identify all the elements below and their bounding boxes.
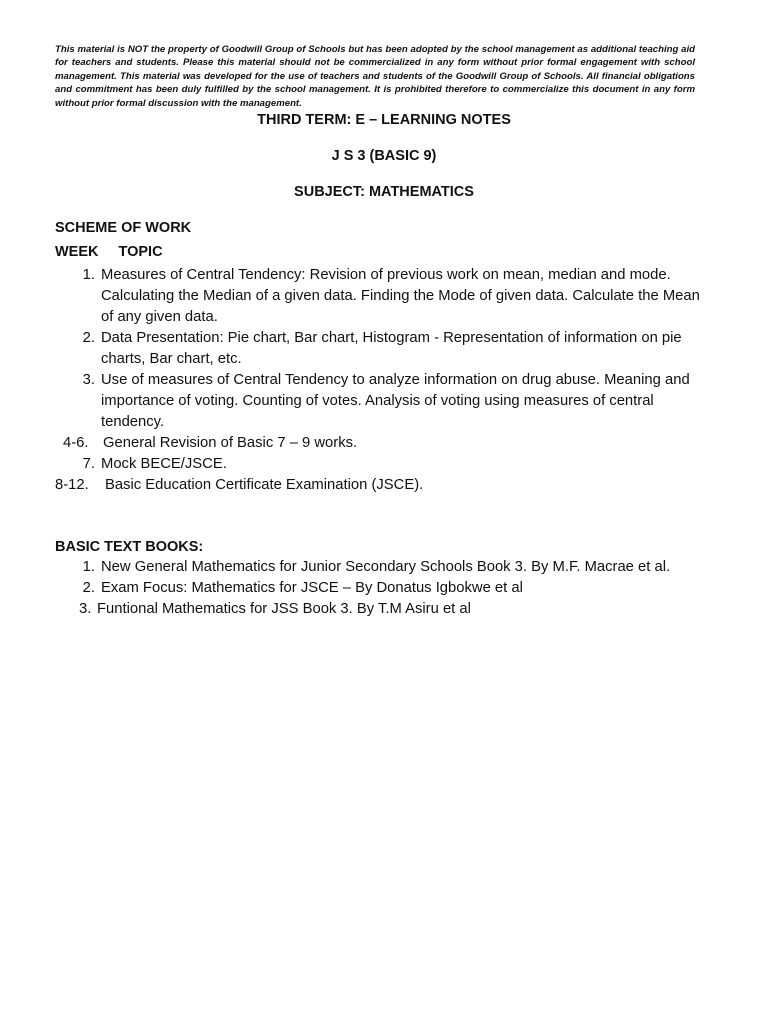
list-item-number: 4-6. [63,435,89,451]
list-item-number: 1. [82,559,95,575]
document-title: THIRD TERM: E – LEARNING NOTES [257,112,511,128]
list-item-number: 3. [82,372,95,388]
scheme-of-work-heading: SCHEME OF WORK [55,220,192,236]
list-item-number: 1. [82,267,95,283]
list-item-number: 7. [82,456,95,472]
list-item [55,599,705,620]
scheme-column-headers [55,244,163,260]
list-item [55,578,705,599]
list-item-text: General Revision of Basic 7 – 9 works. [103,435,358,451]
list-item-number: 2. [82,580,95,596]
list-item-text: Data Presentation: Pie chart, Bar chart, Histogram - Representation of information on pie charts, Bar chart, etc. [101,330,682,367]
list-item-text: Measures of Central Tendency: Revision of previous work on mean, median and mode. Calculating the Median of a given data. Finding the Mode of given data. Calculate the Mean of any given data. [101,267,700,325]
scheme-list [55,265,705,496]
list-item [55,328,705,370]
disclaimer-text: This material is NOT the property of Goodwill Group of Schools but has been adopted by the school management as additional teaching aid for teachers and students. Please this material should not be commercialized in any form without prior formal engagement with school management. This material was developed for the use of teachers and students of the Goodwill Group of Schools. All financial obligations and commitment has been duly fulfilled by the school management. It is prohibited therefore to commercialize this document in any form without prior formal discussion with the management. [55,44,695,109]
text-books-list [55,557,705,620]
week-column-header: WEEK [55,244,99,260]
list-item-text: Mock BECE/JSCE. [101,456,227,472]
list-item [55,475,705,496]
list-item [55,433,705,454]
text-books-heading: BASIC TEXT BOOKS: [55,539,204,555]
list-item-text: Exam Focus: Mathematics for JSCE – By Donatus Igbokwe et al [101,580,523,596]
list-item [55,265,705,328]
list-item-number: 2. [82,330,95,346]
list-item-text: Funtional Mathematics for JSS Book 3. By T.M Asiru et al [97,601,471,617]
list-item-text: Use of measures of Central Tendency to analyze information on drug abuse. Meaning and importance of voting. Counting of votes. Analysis of voting using measures of central tendency. [101,372,690,430]
list-item [55,370,705,433]
class-label: J S 3 (BASIC 9) [331,148,437,164]
list-item-text: Basic Education Certificate Examination (JSCE). [105,477,424,493]
list-item [55,557,705,578]
list-item-number: 3. [79,601,92,617]
list-item-number: 8-12. [55,477,89,493]
topic-column-header: TOPIC [118,244,163,260]
list-item [55,454,705,475]
list-item-text: New General Mathematics for Junior Secondary Schools Book 3. By M.F. Macrae et al. [101,559,671,575]
subject-heading: SUBJECT: MATHEMATICS [294,184,474,200]
